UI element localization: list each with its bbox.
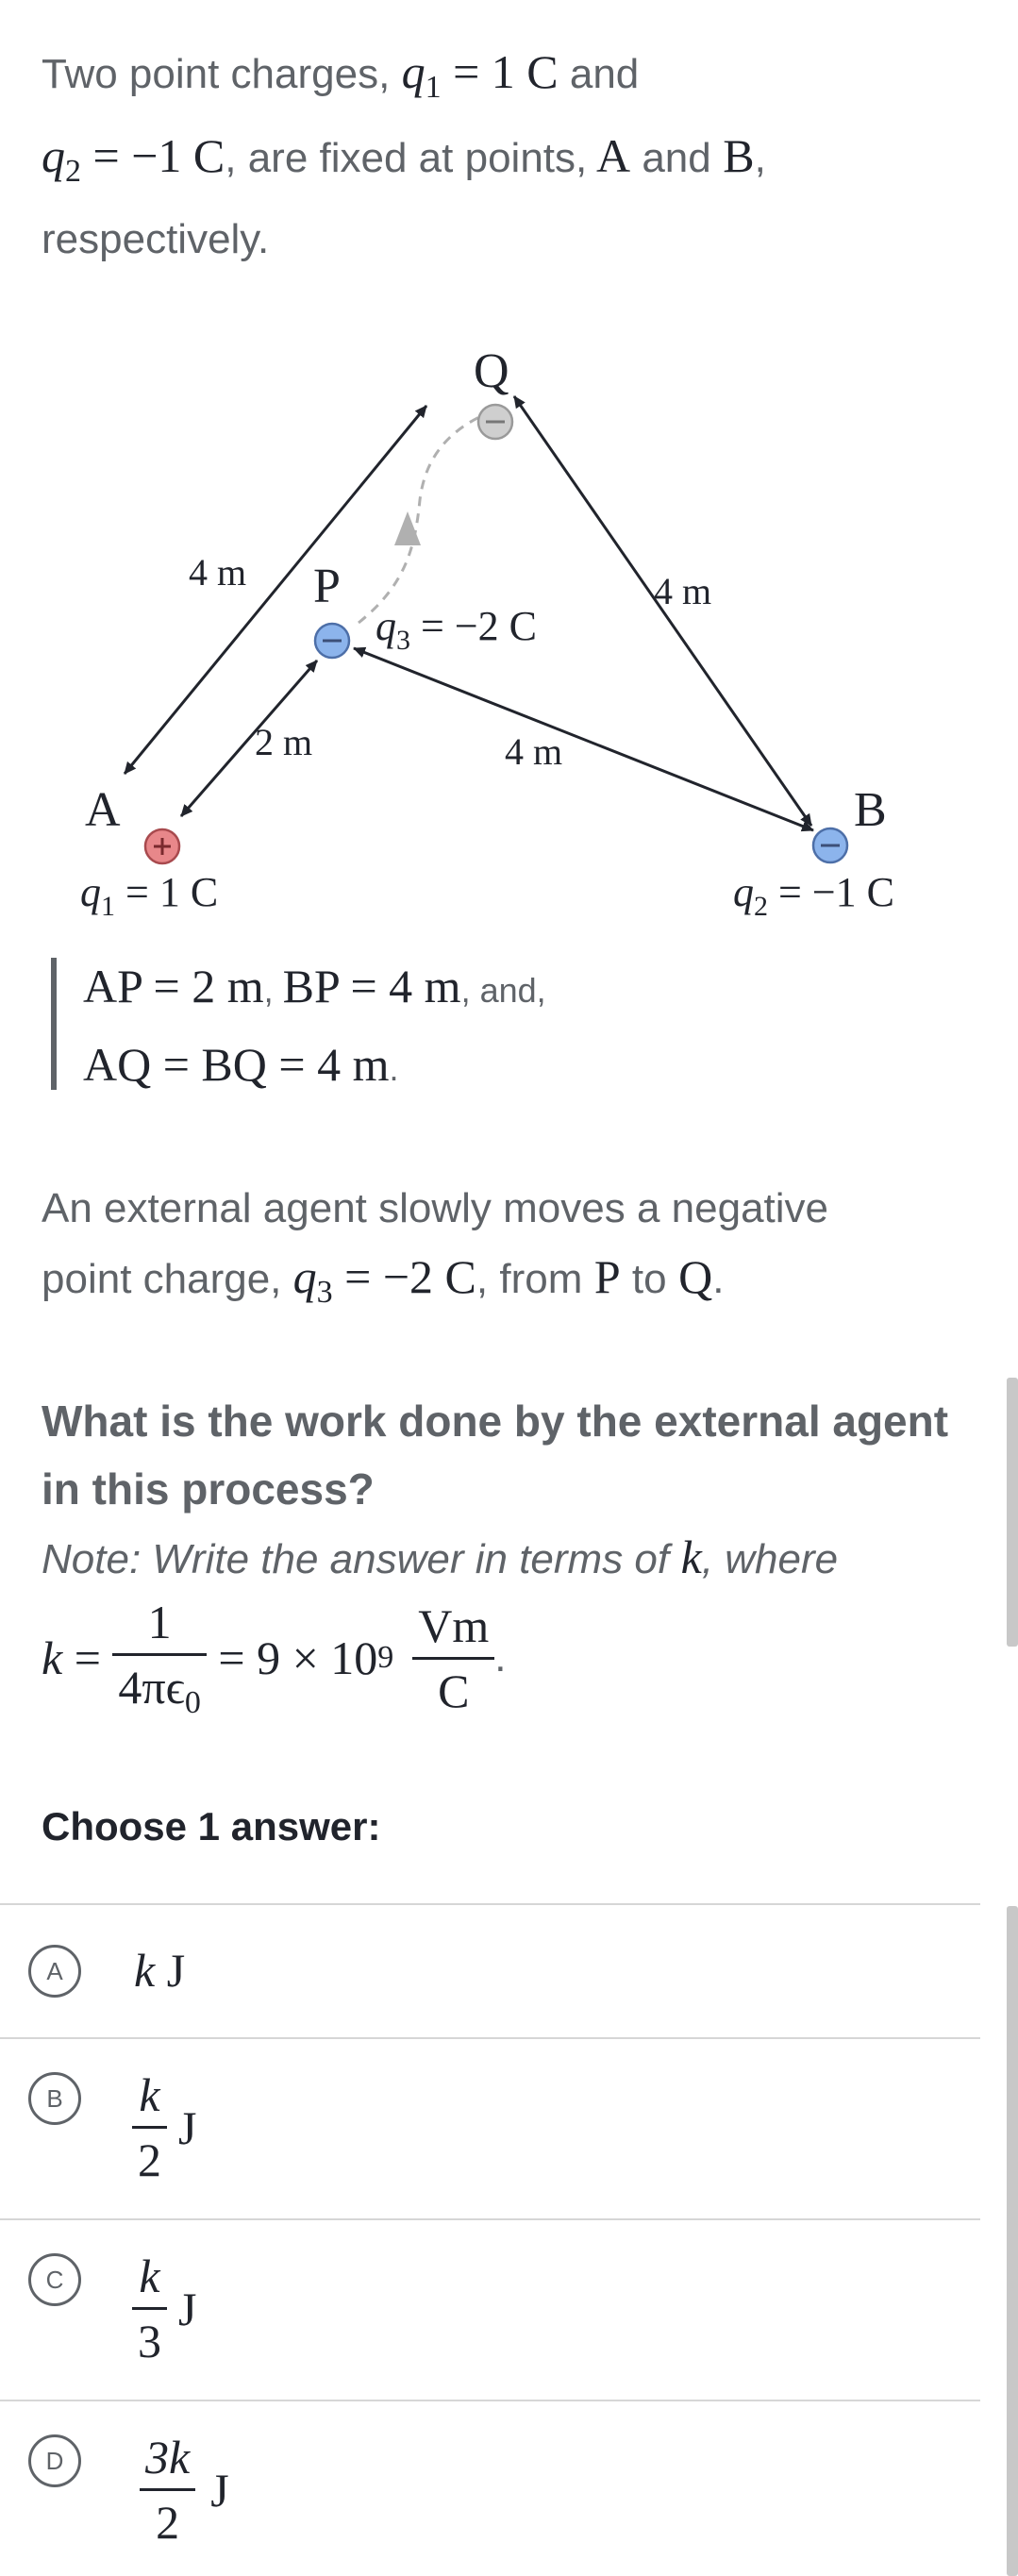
label-q: Q	[474, 344, 509, 398]
intro-line-3: respectively.	[42, 216, 270, 262]
choice-a[interactable]	[0, 1905, 980, 2037]
length-bq: 4 m	[654, 570, 712, 612]
intro-line-2: $q_2 = -1$ C, are fixed at points, A and B,	[42, 129, 766, 189]
choice-a-label: k J	[134, 1944, 186, 1997]
length-bp: 4 m	[505, 730, 563, 773]
statement-paragraph	[42, 1175, 976, 1327]
given-block	[51, 958, 57, 1090]
q2-label: $q_2 = -1$ C	[733, 869, 894, 922]
choice-b[interactable]	[0, 2039, 980, 2218]
path-p-to-q	[359, 415, 483, 623]
arrow-pb	[354, 648, 813, 830]
question-note: Note: Write the answer in terms of k, where	[42, 1531, 839, 1583]
choice-b-label: $\frac{k}{2}$ J	[132, 2067, 196, 2187]
label-a: A	[85, 783, 121, 837]
q1-label: $q_1 = 1$ C	[80, 869, 219, 922]
choice-a-radio[interactable]: A	[28, 1945, 81, 1998]
scrollbar-lower[interactable]	[1007, 1906, 1018, 2576]
choice-b-radio[interactable]: B	[28, 2072, 81, 2125]
given-values	[83, 953, 546, 1110]
k-formula: k = $\frac{1}{4\pi\epsilon_0}$ = 9 × 10 9 $\frac{Vm}{C}$ .	[42, 1596, 507, 1720]
choose-label: Choose 1 answer:	[42, 1804, 381, 1848]
given-line-1: AP = 2 m, BP = 4 m, and,	[83, 960, 546, 1012]
intro-paragraph	[42, 38, 976, 274]
frac-vm-over-c: $\frac{Vm}{C}$	[412, 1598, 494, 1718]
label-b: B	[854, 783, 887, 837]
question-line-2: in this process?	[42, 1464, 375, 1514]
frac-one-over-4pi-eps0: $\frac{1}{4\pi\epsilon_0}$	[112, 1595, 206, 1721]
choice-c-radio[interactable]: C	[28, 2253, 81, 2306]
choice-d-radio[interactable]: D	[28, 2434, 81, 2487]
label-p: P	[313, 560, 341, 613]
arrow-aq	[125, 406, 426, 774]
choice-d[interactable]	[0, 2401, 980, 2576]
intro-line-1: Two point charges, $q_1 = 1$ C and	[42, 45, 640, 105]
choice-c-label: $\frac{k}{3}$ J	[132, 2249, 196, 2368]
statement-line-2: point charge, $q_3 = -2$ C, from P to Q.	[42, 1250, 725, 1310]
length-ap: 2 m	[255, 721, 313, 763]
choice-d-label: $\frac{3k}{2}$ J	[140, 2430, 229, 2550]
q3-label: $q_3 = -2$ C	[375, 603, 537, 656]
scrollbar-upper[interactable]	[1007, 1378, 1018, 1647]
question-line-1: What is the work done by the external agent	[42, 1397, 949, 1446]
length-aq: 4 m	[189, 551, 247, 594]
statement-line-1: An external agent slowly moves a negative	[42, 1185, 829, 1231]
choice-c[interactable]	[0, 2220, 980, 2400]
given-line-2: AQ = BQ = 4 m.	[83, 1038, 399, 1091]
charge-diagram	[0, 311, 1018, 934]
question	[42, 1387, 976, 1523]
